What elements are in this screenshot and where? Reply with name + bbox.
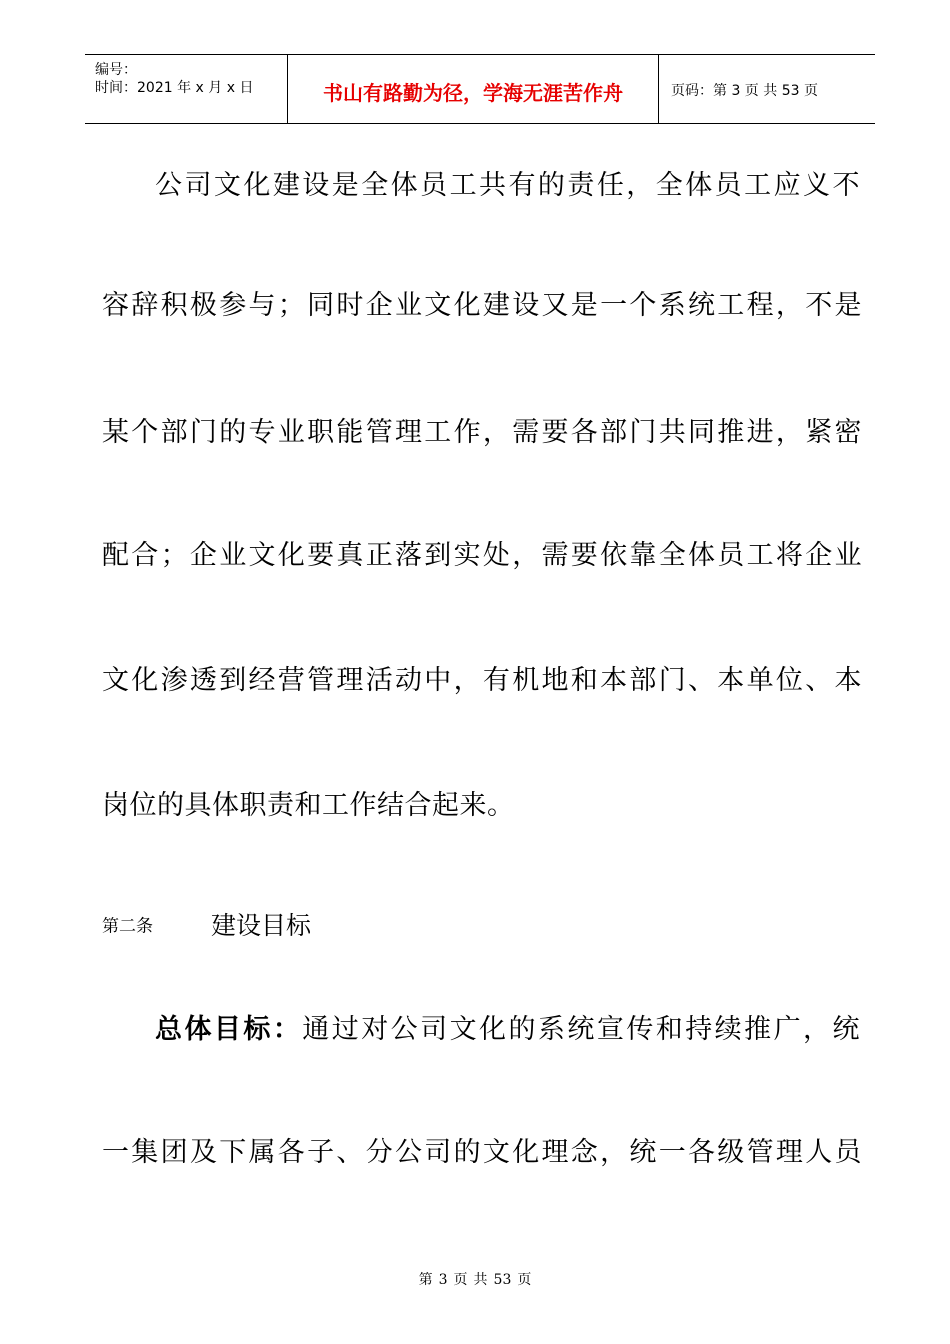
footer-total-pages: 53 bbox=[493, 1272, 512, 1288]
document-number-label: 编号： bbox=[95, 62, 137, 78]
overall-goal-label: 总体目标： bbox=[155, 1014, 303, 1045]
header-page-cell bbox=[659, 55, 875, 123]
article-heading bbox=[102, 906, 311, 942]
article-number: 第二条 bbox=[102, 916, 153, 937]
paragraph-line: 配合；企业文化要真正落到实处，需要依靠全体员工将企业 bbox=[102, 540, 862, 571]
paragraph-line: 岗位的具体职责和工作结合起来。 bbox=[102, 790, 515, 821]
paragraph-text: 通过对公司文化的系统宣传和持续推广，统 bbox=[302, 1014, 861, 1045]
footer-gong: 共 bbox=[473, 1272, 488, 1288]
footer-page-number: 3 bbox=[438, 1272, 448, 1288]
header-motto-cell bbox=[288, 55, 659, 123]
paragraph-line: 某个部门的专业职能管理工作，需要各部门共同推进，紧密 bbox=[102, 417, 862, 448]
header-page-info: 页码：第 3 页 共 53 页 bbox=[671, 83, 818, 99]
header-meta-cell bbox=[85, 55, 288, 123]
paragraph-line bbox=[155, 1014, 860, 1046]
paragraph-line: 容辞积极参与；同时企业文化建设又是一个系统工程，不是 bbox=[102, 290, 862, 321]
footer-di: 第 bbox=[418, 1272, 433, 1288]
paragraph-line: 一集团及下属各子、分公司的文化理念，统一各级管理人员 bbox=[102, 1137, 862, 1168]
page-header bbox=[85, 54, 875, 124]
header-motto: 书山有路勤为径，学海无涯苦作舟 bbox=[323, 81, 623, 105]
document-time-label: 时间：2021 年 x 月 x 日 bbox=[95, 80, 254, 96]
footer-ye2: 页 bbox=[517, 1272, 532, 1288]
paragraph-line: 公司文化建设是全体员工共有的责任，全体员工应义不 bbox=[155, 170, 860, 201]
article-title: 建设目标 bbox=[211, 911, 312, 940]
footer-ye: 页 bbox=[453, 1272, 468, 1288]
paragraph-line: 文化渗透到经营管理活动中，有机地和本部门、本单位、本 bbox=[102, 665, 862, 696]
page-footer bbox=[0, 1269, 950, 1289]
